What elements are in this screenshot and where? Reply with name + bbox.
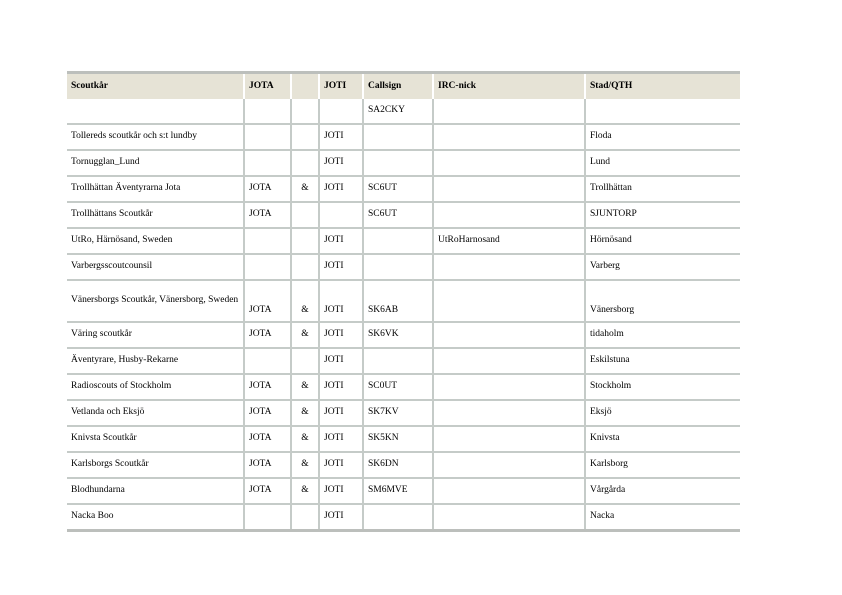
cell-scoutkar: Tollereds scoutkår och s:t lundby [67, 124, 244, 150]
cell-joti: JOTI [319, 374, 363, 400]
table-row [67, 452, 740, 478]
cell-ampersand: & [291, 280, 319, 322]
cell-ampersand [291, 124, 319, 150]
cell-callsign: SK6AB [363, 280, 433, 322]
cell-scoutkar: Trollhättan Äventyrarna Jota [67, 176, 244, 202]
table-row [67, 99, 740, 124]
cell-stad-qth [585, 99, 740, 124]
cell-ampersand [291, 348, 319, 374]
cell-callsign: SC0UT [363, 374, 433, 400]
cell-ampersand [291, 254, 319, 280]
table-row [67, 426, 740, 452]
cell-irc-nick [433, 322, 585, 348]
cell-irc-nick [433, 150, 585, 176]
table-header [67, 73, 740, 99]
cell-callsign: SM6MVE [363, 478, 433, 504]
cell-callsign [363, 124, 433, 150]
cell-scoutkar: Väring scoutkår [67, 322, 244, 348]
cell-jota: JOTA [244, 478, 291, 504]
cell-scoutkar: Nacka Boo [67, 504, 244, 531]
cell-irc-nick [433, 176, 585, 202]
cell-stad-qth: Trollhättan [585, 176, 740, 202]
cell-irc-nick [433, 452, 585, 478]
cell-ampersand: & [291, 374, 319, 400]
cell-joti [319, 202, 363, 228]
cell-irc-nick [433, 426, 585, 452]
table-row [67, 348, 740, 374]
cell-callsign: SK7KV [363, 400, 433, 426]
cell-joti: JOTI [319, 280, 363, 322]
cell-scoutkar: Radioscouts of Stockholm [67, 374, 244, 400]
cell-irc-nick [433, 280, 585, 322]
cell-callsign [363, 254, 433, 280]
cell-irc-nick: UtRoHarnosand [433, 228, 585, 254]
cell-stad-qth: Knivsta [585, 426, 740, 452]
cell-jota: JOTA [244, 426, 291, 452]
cell-ampersand [291, 202, 319, 228]
table-row [67, 124, 740, 150]
cell-callsign: SK5KN [363, 426, 433, 452]
cell-stad-qth: SJUNTORP [585, 202, 740, 228]
cell-scoutkar: Vetlanda och Eksjö [67, 400, 244, 426]
table-row [67, 322, 740, 348]
cell-scoutkar: Äventyrare, Husby-Rekarne [67, 348, 244, 374]
cell-joti: JOTI [319, 400, 363, 426]
cell-joti: JOTI [319, 452, 363, 478]
cell-jota: JOTA [244, 452, 291, 478]
cell-scoutkar: UtRo, Härnösand, Sweden [67, 228, 244, 254]
cell-joti: JOTI [319, 478, 363, 504]
cell-stad-qth: Nacka [590, 511, 615, 521]
cell-callsign: SC6UT [363, 176, 433, 202]
cell-irc-nick [433, 124, 585, 150]
cell-scoutkar: Vänersborgs Scoutkår, Vänersborg, Sweden [67, 280, 244, 322]
table-row [67, 176, 740, 202]
cell-joti: JOTI [319, 426, 363, 452]
cell-scoutkar: Knivsta Scoutkår [67, 426, 244, 452]
cell-joti: JOTI [319, 348, 363, 374]
cell-ampersand: & [291, 452, 319, 478]
header-ampersand [291, 73, 319, 99]
cell-jota: JOTA [244, 176, 291, 202]
cell-joti: JOTI [319, 150, 363, 176]
cell-ampersand: & [291, 322, 319, 348]
cell-ampersand [291, 228, 319, 254]
cell-jota: JOTA [244, 202, 291, 228]
cell-stad-qth: Varberg [585, 254, 740, 280]
cell-stad-qth: Vårgårda [585, 478, 740, 504]
cell-callsign [363, 150, 433, 176]
header-joti: JOTI [319, 73, 363, 99]
cell-joti: JOTI [319, 176, 363, 202]
cell-jota: JOTA [244, 322, 291, 348]
cell-irc-nick [433, 400, 585, 426]
cell-ampersand: & [291, 400, 319, 426]
cell-stad-qth: Karlsborg [585, 452, 740, 478]
cell-jota [244, 150, 291, 176]
cell-irc-nick [433, 254, 585, 280]
scout-groups-table [67, 71, 740, 532]
header-stad-qth: Stad/QTH [590, 81, 633, 92]
cell-jota [244, 124, 291, 150]
cell-irc-nick [433, 348, 585, 374]
cell-irc-nick [433, 202, 585, 228]
cell-scoutkar: Tornugglan_Lund [67, 150, 244, 176]
cell-irc-nick [433, 478, 585, 504]
cell-callsign: SA2CKY [363, 99, 433, 124]
table-row [67, 504, 740, 531]
cell-ampersand: & [291, 426, 319, 452]
cell-jota: JOTA [244, 374, 291, 400]
cell-jota [244, 254, 291, 280]
table-row [67, 202, 740, 228]
cell-callsign [363, 348, 433, 374]
cell-joti: JOTI [319, 228, 363, 254]
cell-scoutkar: Trollhättans Scoutkår [67, 202, 244, 228]
cell-joti [319, 99, 363, 124]
cell-stad-qth: Floda [585, 124, 740, 150]
cell-scoutkar: Karlsborgs Scoutkår [67, 452, 244, 478]
cell-jota [244, 99, 291, 124]
cell-scoutkar [67, 99, 244, 124]
cell-stad-qth: Vänersborg [585, 280, 740, 322]
cell-stad-qth: Hörnösand [585, 228, 740, 254]
table-row [67, 280, 740, 322]
cell-joti: JOTI [319, 254, 363, 280]
cell-ampersand [291, 99, 319, 124]
header-callsign: Callsign [363, 73, 433, 99]
cell-ampersand [291, 504, 319, 531]
table-row [67, 228, 740, 254]
cell-joti: JOTI [319, 124, 363, 150]
table-row [67, 254, 740, 280]
table-row [67, 150, 740, 176]
cell-irc-nick [433, 374, 585, 400]
cell-irc-nick [433, 504, 585, 531]
cell-callsign [363, 228, 433, 254]
cell-jota: JOTA [244, 400, 291, 426]
cell-stad-qth: Stockholm [585, 374, 740, 400]
cell-ampersand: & [291, 176, 319, 202]
cell-jota [244, 228, 291, 254]
cell-stad-qth: Eksjö [585, 400, 740, 426]
cell-irc-nick [433, 99, 585, 124]
cell-jota [244, 348, 291, 374]
cell-ampersand: & [291, 478, 319, 504]
cell-scoutkar: Blodhundarna [67, 478, 244, 504]
table-body [67, 99, 740, 531]
cell-joti: JOTI [319, 504, 363, 531]
header-row [67, 73, 740, 99]
cell-jota: JOTA [244, 280, 291, 322]
cell-callsign [363, 504, 433, 531]
cell-joti: JOTI [319, 322, 363, 348]
header-scoutkar: Scoutkår [67, 73, 244, 99]
cell-ampersand [291, 150, 319, 176]
cell-stad-qth: tidaholm [585, 322, 740, 348]
cell-stad-qth: Lund [585, 150, 740, 176]
table-row [67, 374, 740, 400]
cell-scoutkar: Varbergsscoutcounsil [67, 254, 244, 280]
header-irc-nick: IRC-nick [433, 73, 585, 99]
cell-stad-qth: Eskilstuna [585, 348, 740, 374]
cell-callsign: SC6UT [363, 202, 433, 228]
table-row [67, 478, 740, 504]
cell-callsign: SK6VK [363, 322, 433, 348]
header-jota: JOTA [244, 73, 291, 99]
cell-jota [244, 504, 291, 531]
table-row [67, 400, 740, 426]
cell-callsign: SK6DN [363, 452, 433, 478]
